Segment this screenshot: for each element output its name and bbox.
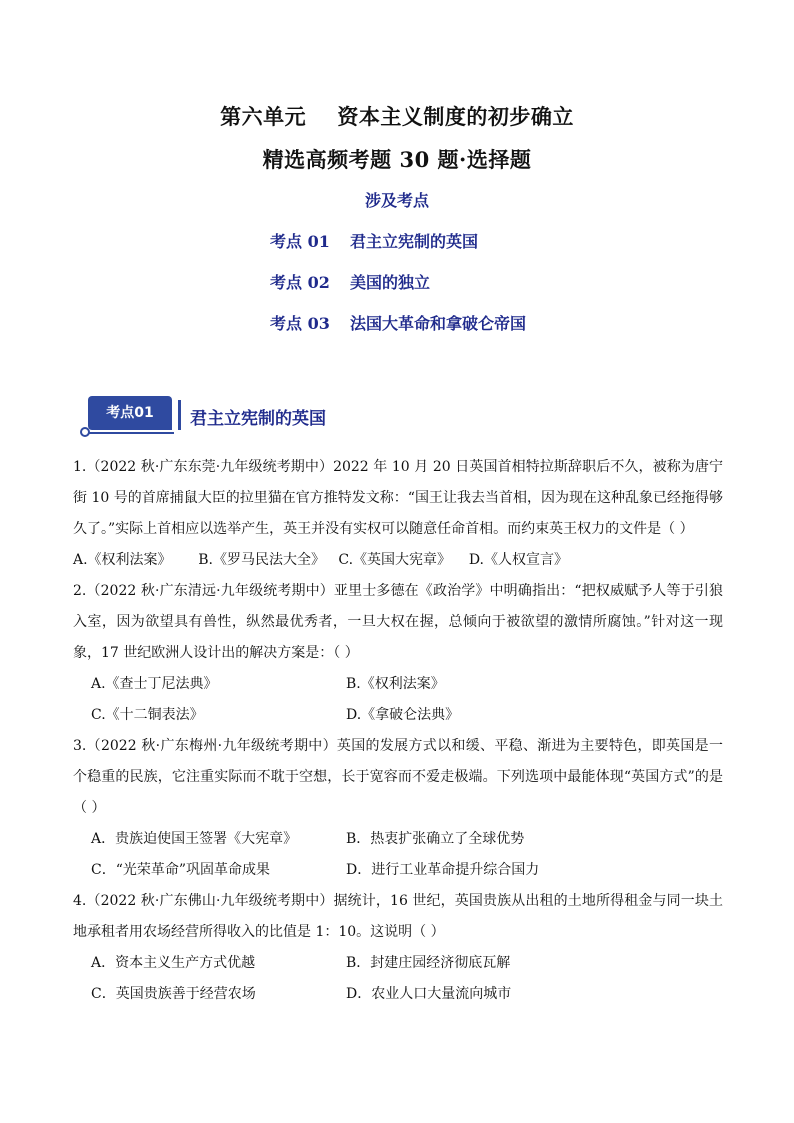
option-a: A.《查士丁尼法典》	[91, 676, 218, 692]
option-a: A．资本主义生产方式优越	[91, 955, 256, 971]
section-tab: 考点01	[88, 396, 172, 430]
topic-number: 考点 03	[270, 314, 330, 333]
question-stem: 1.（2022 秋·广东东莞·九年级统考期中）2022 年 10 月 20 日英国首相特拉斯辞职后不久，被称为唐宁街 10 号的首席捕鼠大臣的拉里猫在官方推特发文称：“国王让我去当首相，因为现在这种乱象已经拖得够久了。”实际上首相应以选举产生，英王并没有实权可以随意任命首相。而约束英王权力的文件是（ ）	[73, 459, 723, 537]
topic-name: 君主立宪制的英国	[350, 232, 479, 251]
document-title: 第六单元 资本主义制度的初步确立	[220, 104, 574, 129]
option-d: D.《拿破仑法典》	[346, 707, 460, 723]
topic-item	[270, 270, 526, 311]
section-title: 君主立宪制的英国	[190, 409, 326, 429]
topic-number: 考点 01	[270, 232, 330, 251]
topic-list	[270, 229, 526, 352]
option-d: D．进行工业革命提升综合国力	[346, 862, 540, 878]
topic-name: 美国的独立	[350, 273, 431, 292]
question-options	[73, 669, 723, 731]
banner-underline	[84, 432, 174, 434]
section-banner	[80, 396, 350, 440]
topic-number: 考点 02	[270, 273, 330, 292]
option-b: B．封建庄园经济彻底瓦解	[346, 955, 511, 971]
question-3	[73, 731, 723, 886]
option-b: B．热衷扩张确立了全球优势	[346, 831, 525, 847]
topic-item	[270, 311, 526, 352]
question-4	[73, 886, 723, 1010]
question-stem: 2.（2022 秋·广东清远·九年级统考期中）亚里士多德在《政治学》中明确指出：“把权威赋予人等于引狼入室，因为欲望具有兽性，纵然最优秀者，一旦大权在握，总倾向于被欲望的激情所腐蚀。”针对这一现象，17 世纪欧洲人设计出的解决方案是：（ ）	[73, 583, 723, 661]
question-stem: 3.（2022 秋·广东梅州·九年级统考期中）英国的发展方式以和缓、平稳、渐进为主要特色，即英国是一个稳重的民族，它注重实际而不耽于空想，长于宽容而不爱走极端。下列选项中最能体现“英国方式”的是（ ）	[73, 738, 723, 816]
question-options	[73, 824, 723, 886]
topic-item	[270, 229, 526, 270]
question-options: A.《权利法案》 B.《罗马民法大全》 C.《英国大宪章》 D.《人权宣言》	[73, 552, 568, 568]
question-options	[73, 948, 723, 1010]
question-2	[73, 576, 723, 731]
option-c: C.《十二铜表法》	[91, 707, 204, 723]
document-subtitle: 精选高频考题 30 题·选择题	[262, 147, 532, 172]
option-c: C．“光荣革命”巩固革命成果	[91, 862, 271, 878]
question-1	[73, 452, 723, 576]
topics-heading: 涉及考点	[364, 191, 429, 210]
option-a: A．贵族迫使国王签署《大宪章》	[91, 831, 298, 847]
option-d: D．农业人口大量流向城市	[346, 986, 512, 1002]
question-list	[73, 452, 723, 1010]
option-c: C．英国贵族善于经营农场	[91, 986, 256, 1002]
option-b: B.《权利法案》	[346, 676, 445, 692]
question-stem: 4.（2022 秋·广东佛山·九年级统考期中）据统计，16 世纪，英国贵族从出租的土地所得租金与同一块土地承租者用农场经营所得收入的比值是 1：10。这说明（ ）	[73, 893, 723, 940]
banner-divider	[178, 400, 181, 430]
topic-name: 法国大革命和拿破仑帝国	[350, 314, 527, 333]
